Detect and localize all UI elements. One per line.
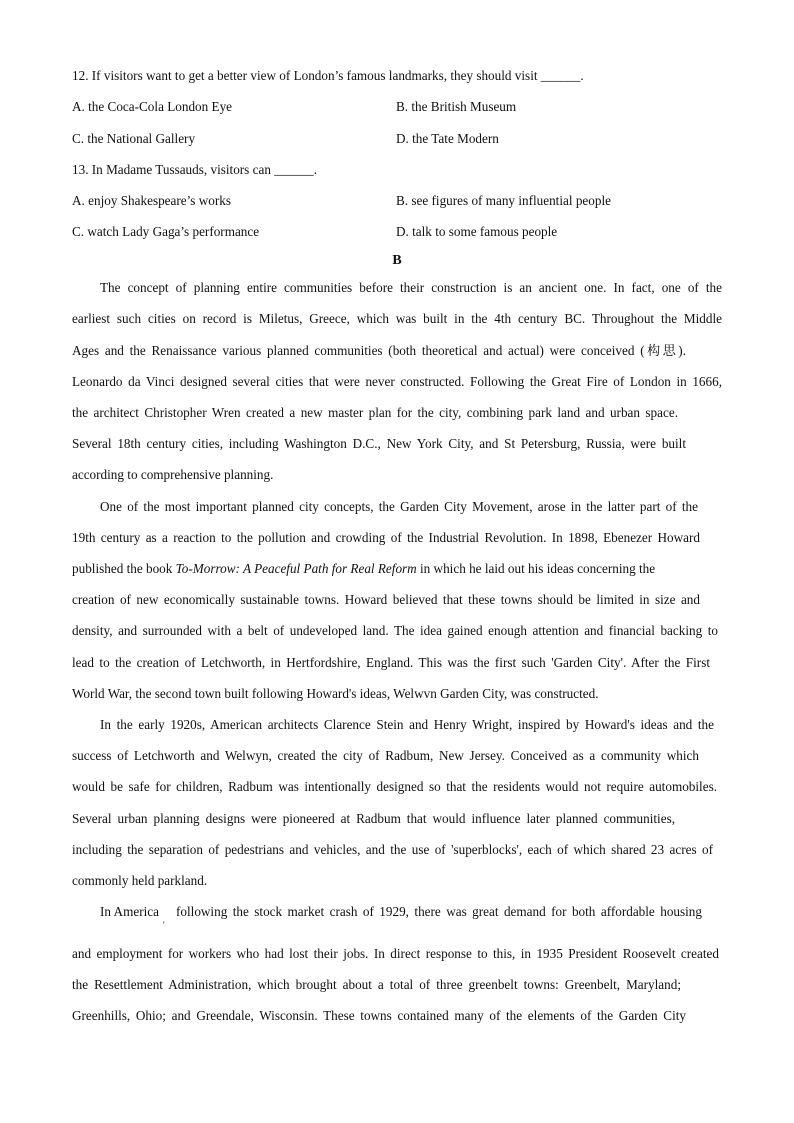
paragraph-3-line: commonly held parkland. — [72, 873, 208, 888]
passage-heading: B — [392, 253, 402, 268]
paragraph-3-line: success of Letchworth and Welwyn, created the city of Radbum, New Jersey. Conceived as a community which — [72, 748, 699, 763]
question-12-option-d: D. the Tate Modern — [396, 131, 499, 146]
question-13-option-a: A. enjoy Shakespeare’s works — [72, 193, 231, 208]
paragraph-2-line — [72, 561, 655, 577]
paragraph-4-line: Greenhills, Ohio; and Greendale, Wisconsin. These towns contained many of the elements of the Garden City — [72, 1008, 686, 1023]
paragraph-2-line: 19th century as a reaction to the pollution and crowding of the Industrial Revolution. In 1898, Ebenezer Howard — [72, 530, 700, 545]
paragraph-4-line: the Resettlement Administration, which brought about a total of three greenbelt towns: Greenbelt, Maryland; — [72, 977, 681, 992]
paragraph-2-text: in which he laid out his ideas concerning the — [416, 561, 656, 576]
question-13-option-d: D. talk to some famous people — [396, 224, 558, 239]
paragraph-1-line: The concept of planning entire communities before their construction is an ancient one. In fact, one of the — [100, 280, 722, 295]
paragraph-2-line: World War, the second town built following Howard's ideas, Welwvn Garden City, was constructed. — [72, 686, 599, 701]
question-13-stem: 13. In Madame Tussauds, visitors can ______. — [72, 162, 318, 177]
question-12-option-c: C. the National Gallery — [72, 131, 196, 146]
paragraph-1-line: according to comprehensive planning. — [72, 467, 274, 482]
paragraph-4-line: In America — [100, 904, 159, 919]
paragraph-3-line: Several urban planning designs were pioneered at Radbum that would influence later planned communities, — [72, 811, 675, 826]
question-13-option-b: B. see figures of many influential people — [396, 193, 611, 208]
question-12-option-b: B. the British Museum — [396, 99, 517, 114]
paragraph-2-line: One of the most important planned city concepts, the Garden City Movement, arose in the latter part of the — [100, 499, 698, 514]
book-title: To-Morrow: A Peaceful Path for Real Reform — [175, 561, 417, 576]
paragraph-2-text: published the book — [72, 561, 176, 576]
paragraph-3-line: would be safe for children, Radbum was intentionally designed so that the residents would not require automobiles. — [72, 779, 717, 794]
stray-mark: ' — [163, 920, 165, 930]
paragraph-2-line: creation of new economically sustainable towns. Howard believed that these towns should be limited in size and — [72, 592, 700, 607]
paragraph-4-line: following the stock market crash of 1929, there was great demand for both affordable housing — [176, 904, 702, 919]
paragraph-1-line: Ages and the Renaissance various planned communities (both theoretical and actual) were conceived (构思). — [72, 343, 686, 358]
paragraph-3-line: In the early 1920s, American architects Clarence Stein and Henry Wright, inspired by Howard's ideas and the — [100, 717, 714, 732]
paragraph-1-line: Several 18th century cities, including Washington D.C., New York City, and St Petersburg, Russia, were built — [72, 436, 686, 451]
paragraph-1-line: earliest such cities on record is Miletus, Greece, which was built in the 4th century BC. Throughout the Middle — [72, 311, 722, 326]
paragraph-3-line: including the separation of pedestrians and vehicles, and the use of 'superblocks', each of which shared 23 acres of — [72, 842, 713, 857]
paragraph-1-line: Leonardo da Vinci designed several cities that were never constructed. Following the Great Fire of London in 1666, — [72, 374, 722, 389]
paragraph-1-line: the architect Christopher Wren created a new master plan for the city, combining park land and urban space. — [72, 405, 678, 420]
question-12-stem: 12. If visitors want to get a better view of London’s famous landmarks, they should visit ______. — [72, 68, 584, 83]
question-12-option-a: A. the Coca-Cola London Eye — [72, 99, 233, 114]
question-13-option-c: C. watch Lady Gaga’s performance — [72, 224, 260, 239]
paragraph-2-line: lead to the creation of Letchworth, in Hertfordshire, England. This was the first such 'Garden City'. After the First — [72, 655, 710, 670]
paragraph-4-line: and employment for workers who had lost their jobs. In direct response to this, in 1935 President Roosevelt created — [72, 946, 719, 961]
paragraph-2-line: density, and surrounded with a belt of undeveloped land. The idea gained enough attention and financial backing to — [72, 623, 718, 638]
